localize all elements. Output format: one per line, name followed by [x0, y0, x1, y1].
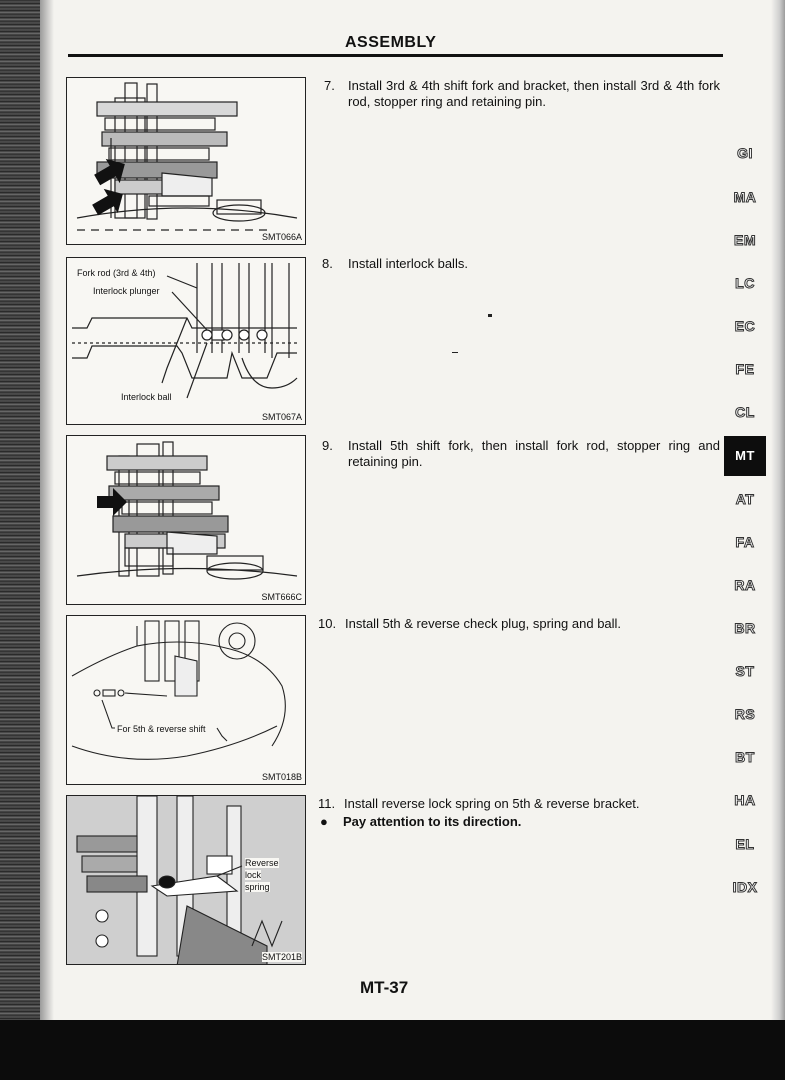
label-lock: lock [245, 870, 262, 880]
section-tab-bt[interactable]: BT [735, 749, 755, 765]
section-tab-idx[interactable]: IDX [732, 879, 758, 895]
scan-speck [488, 314, 492, 317]
section-tab-ma[interactable]: MA [733, 189, 757, 205]
fifth-fork-illustration [67, 436, 306, 605]
section-tab-gi[interactable]: GI [737, 145, 753, 161]
label-interlock-ball: Interlock ball [121, 392, 172, 402]
page-title: ASSEMBLY [345, 34, 437, 51]
label-interlock-plunger: Interlock plunger [93, 286, 160, 296]
note-text: Pay attention to its direction. [343, 814, 522, 829]
figure-smt666c [66, 435, 306, 605]
section-tab-ec[interactable]: EC [734, 318, 756, 334]
step-text: Install 3rd & 4th shift fork and bracket, then install 3rd & 4th fork rod, stopper ring and retaining pin. [348, 78, 720, 109]
label-reverse: Reverse [245, 858, 279, 868]
section-tab-at[interactable]: AT [735, 491, 755, 507]
scan-bottom-edge [0, 1020, 785, 1080]
scan-binding-edge [0, 0, 40, 1080]
label-fork-rod: Fork rod (3rd & 4th) [77, 268, 156, 278]
scan-speck [452, 352, 458, 353]
page-number: MT-37 [360, 978, 409, 997]
section-tab-em[interactable]: EM [734, 232, 756, 248]
step-text: Install 5th & reverse check plug, spring and ball. [345, 616, 622, 631]
figure-code: SMT201B [261, 952, 302, 962]
label-spring: spring [245, 882, 270, 892]
section-tab-rs[interactable]: RS [734, 706, 756, 722]
step-number: 8. [322, 256, 333, 271]
step-number: 7. [324, 78, 335, 93]
step-text: Install 5th shift fork, then install fork rod, stopper ring and retaining pin. [348, 438, 720, 469]
step-text: Install reverse lock spring on 5th & reverse bracket. [344, 796, 640, 811]
figure-code: SMT066A [261, 232, 302, 242]
section-tab-mt-active[interactable]: MT [724, 436, 766, 476]
section-tab-fa[interactable]: FA [735, 534, 755, 550]
bullet-icon: ● [320, 814, 328, 829]
section-tab-ha[interactable]: HA [734, 792, 756, 808]
reverse-lock-spring-illustration [67, 796, 306, 965]
check-plug-illustration [67, 616, 306, 785]
figure-smt066a [66, 77, 306, 245]
section-tab-ra[interactable]: RA [734, 577, 756, 593]
figure-code: SMT067A [261, 412, 302, 422]
section-tab-cl[interactable]: CL [735, 404, 755, 420]
section-tab-br[interactable]: BR [734, 620, 756, 636]
header-rule [68, 54, 723, 57]
step-number: 9. [322, 438, 333, 453]
figure-smt201b [66, 795, 306, 965]
interlock-cross-section [67, 258, 306, 425]
step-text: Install interlock balls. [348, 256, 468, 271]
step-number: 11. [318, 796, 336, 811]
section-tab-st[interactable]: ST [735, 663, 755, 679]
section-tab-lc[interactable]: LC [735, 275, 755, 291]
figure-code: SMT018B [261, 772, 302, 782]
section-tab-fe[interactable]: FE [735, 361, 755, 377]
figure-code: SMT666C [261, 592, 302, 602]
label-for-5th-reverse: For 5th & reverse shift [117, 724, 206, 734]
gear-shaft-illustration [67, 78, 306, 245]
figure-smt067a [66, 257, 306, 425]
section-tab-el[interactable]: EL [735, 836, 755, 852]
figure-smt018b [66, 615, 306, 785]
step-number: 10. [318, 616, 337, 631]
scan-binding-shadow [40, 0, 54, 1080]
scan-right-edge [771, 0, 785, 1020]
